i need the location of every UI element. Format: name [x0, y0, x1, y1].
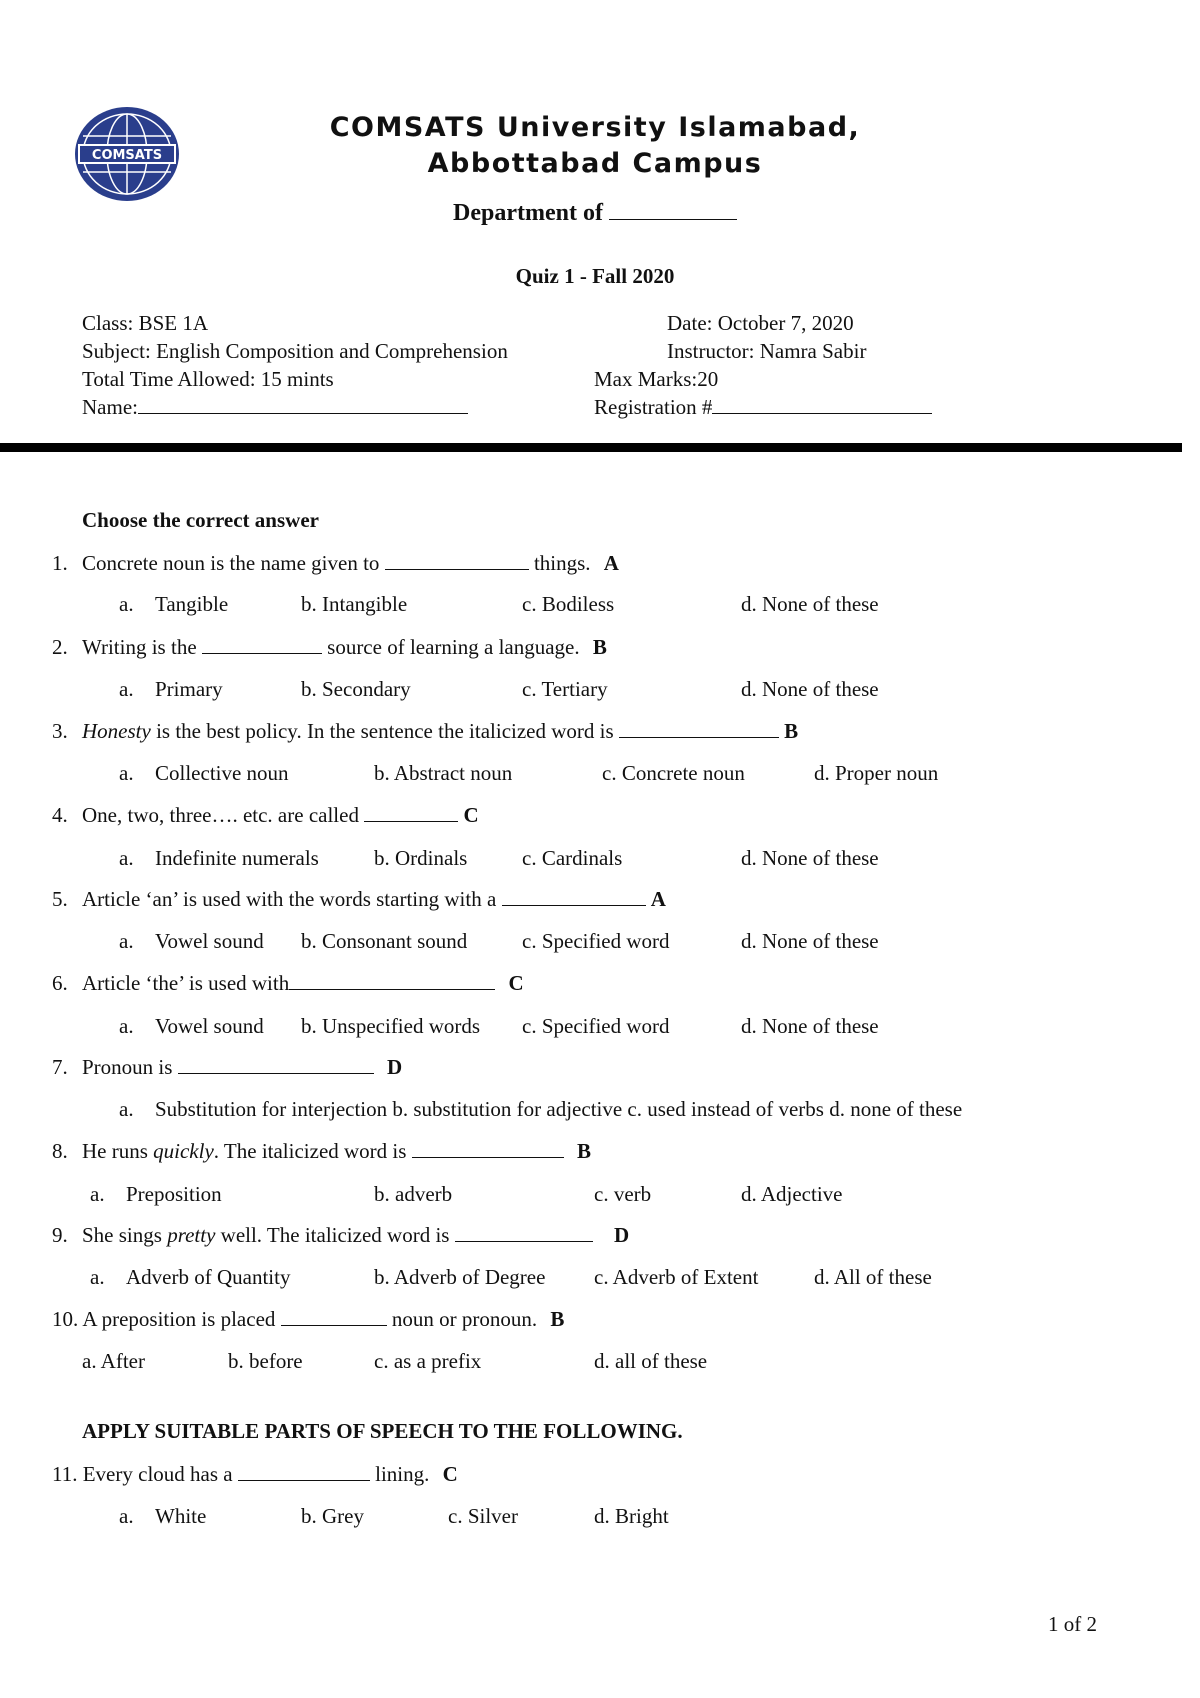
option-d: d. None of these: [741, 846, 879, 870]
answer-blank[interactable]: [502, 904, 646, 906]
option-a: Vowel sound: [155, 929, 264, 953]
option-letter: a.: [119, 761, 134, 785]
section-2-title: APPLY SUITABLE PARTS OF SPEECH TO THE FOLLOWING.: [82, 1419, 683, 1443]
header-divider: [0, 443, 1182, 452]
registration-blank[interactable]: [712, 412, 932, 414]
question-3: [52, 719, 799, 744]
question-1: [52, 551, 619, 576]
registration-field: [594, 395, 932, 420]
option-b: b. Consonant sound: [301, 929, 468, 953]
option-c: c. Specified word: [522, 1014, 670, 1038]
option-b: b. Adverb of Degree: [374, 1265, 546, 1289]
option-a: Collective noun: [155, 761, 289, 785]
answer-key: A: [603, 551, 619, 575]
option-a: Vowel sound: [155, 1014, 264, 1038]
option-c: c. Silver: [448, 1504, 518, 1528]
question-10: [52, 1307, 564, 1332]
option-a: Primary: [155, 677, 223, 701]
italic-word: Honesty: [82, 719, 151, 743]
option-letter: a.: [119, 592, 134, 616]
answer-key: C: [508, 971, 524, 995]
option-d: d. None of these: [741, 1014, 879, 1038]
question-text: A preposition is placed: [82, 1307, 276, 1331]
question-text: Writing is the: [82, 635, 197, 659]
question-text: Article ‘the’ is used with: [82, 971, 290, 995]
option-a: Preposition: [126, 1182, 222, 1206]
option-c: c. Cardinals: [522, 846, 623, 870]
option-d: d. Bright: [594, 1504, 669, 1528]
question-number: 5.: [52, 887, 68, 911]
option-a: Tangible: [155, 592, 229, 616]
question-5: [52, 887, 666, 912]
option-letter: a.: [119, 1014, 134, 1038]
university-line-2: Abbottabad Campus: [427, 148, 763, 179]
question-text: She sings: [82, 1223, 168, 1247]
question-number: 10.: [52, 1307, 79, 1331]
name-label: Name:: [82, 395, 138, 419]
question-number: 7.: [52, 1055, 68, 1079]
question-4: [52, 803, 479, 828]
answer-blank[interactable]: [385, 568, 529, 570]
option-d: d. All of these: [814, 1265, 932, 1289]
option-d: d. None of these: [741, 929, 879, 953]
answer-blank[interactable]: [455, 1240, 593, 1242]
answer-blank[interactable]: [619, 736, 779, 738]
option-b: b. adverb: [374, 1182, 453, 1206]
question-text: is the best policy. In the sentence the italicized word is: [150, 719, 614, 743]
option-d: d. None of these: [741, 592, 879, 616]
option-d: d. Proper noun: [814, 761, 939, 785]
question-number: 8.: [52, 1139, 68, 1163]
italic-word: pretty: [167, 1223, 216, 1247]
option-b: b. Secondary: [301, 677, 411, 701]
answer-key: A: [650, 887, 666, 911]
question-text: Pronoun is: [82, 1055, 173, 1079]
time-info: Total Time Allowed: 15 mints: [82, 367, 334, 391]
option-a: a. After: [82, 1349, 145, 1373]
question-number: 4.: [52, 803, 68, 827]
answer-key: D: [386, 1055, 403, 1079]
option-b: b. Intangible: [301, 592, 408, 616]
max-marks-info: Max Marks:20: [594, 367, 719, 391]
answer-key: B: [550, 1307, 565, 1331]
question-text: One, two, three…. etc. are called: [82, 803, 359, 827]
question-text-end: things.: [533, 551, 591, 575]
answer-key: C: [463, 803, 479, 827]
question-7: [52, 1055, 403, 1080]
question-6: [52, 971, 524, 996]
name-field: [82, 395, 468, 420]
option-c: c. Tertiary: [522, 677, 608, 701]
date-info: Date: October 7, 2020: [667, 311, 854, 335]
option-b: b. Abstract noun: [374, 761, 513, 785]
question-number: 3.: [52, 719, 68, 743]
option-letter: a.: [119, 677, 134, 701]
class-info: Class: BSE 1A: [82, 311, 209, 335]
option-b: b. before: [228, 1349, 303, 1373]
question-text: He runs: [82, 1139, 154, 1163]
option-letter: a.: [119, 846, 134, 870]
answer-blank[interactable]: [238, 1479, 370, 1481]
question-number: 1.: [52, 551, 68, 575]
answer-key: B: [592, 635, 607, 659]
department-label: Department of: [453, 200, 603, 226]
question-text-end: . The italicized word is: [213, 1139, 407, 1163]
answer-blank[interactable]: [364, 820, 458, 822]
quiz-title: Quiz 1 - Fall 2020: [515, 264, 675, 288]
question-number: 6.: [52, 971, 68, 995]
question-text: Article ‘an’ is used with the words starting with a: [82, 887, 497, 911]
question-text-end: lining.: [375, 1462, 430, 1486]
question-text-end: source of learning a language.: [327, 635, 580, 659]
option-a: Indefinite numerals: [155, 846, 319, 870]
answer-key: C: [442, 1462, 458, 1486]
question-text: Every cloud has a: [82, 1462, 233, 1486]
option-letter: a.: [90, 1265, 105, 1289]
option-c: c. Adverb of Extent: [594, 1265, 759, 1289]
question-2: [52, 635, 607, 660]
answer-blank[interactable]: [412, 1156, 564, 1158]
instructor-info: Instructor: Namra Sabir: [667, 339, 867, 363]
registration-label: Registration #: [594, 395, 713, 419]
option-b: b. Grey: [301, 1504, 364, 1528]
question-number: 2.: [52, 635, 68, 659]
page-number: 1 of 2: [1048, 1612, 1097, 1636]
option-c: c. Specified word: [522, 929, 670, 953]
option-c: c. Concrete noun: [602, 761, 745, 785]
question-text-end: well. The italicized word is: [215, 1223, 450, 1247]
options-combined: Substitution for interjection b. substitution for adjective c. used instead of verbs d. none of these: [155, 1097, 963, 1121]
question-11: [52, 1462, 458, 1487]
option-b: b. Ordinals: [374, 846, 468, 870]
option-a: Adverb of Quantity: [126, 1265, 291, 1289]
italic-word: quickly: [153, 1139, 214, 1163]
question-text: Concrete noun is the name given to: [82, 551, 380, 575]
answer-key: D: [613, 1223, 630, 1247]
department-blank[interactable]: [609, 218, 737, 220]
option-d: d. None of these: [741, 677, 879, 701]
option-c: c. Bodiless: [522, 592, 615, 616]
answer-blank[interactable]: [178, 1072, 374, 1074]
option-letter: a.: [119, 1097, 134, 1121]
comsats-logo: [74, 106, 180, 202]
option-c: c. verb: [594, 1182, 652, 1206]
answer-blank[interactable]: [281, 1324, 387, 1326]
option-letter: a.: [119, 929, 134, 953]
answer-key: B: [576, 1139, 591, 1163]
question-number: 11.: [52, 1462, 78, 1486]
option-letter: a.: [90, 1182, 105, 1206]
answer-key: B: [784, 719, 799, 743]
question-9: [52, 1223, 630, 1248]
option-d: d. all of these: [594, 1349, 708, 1373]
answer-blank[interactable]: [202, 652, 322, 654]
answer-blank[interactable]: [289, 988, 495, 990]
question-number: 9.: [52, 1223, 68, 1247]
section-title: Choose the correct answer: [82, 508, 319, 532]
university-name: [250, 110, 940, 182]
option-a: White: [155, 1504, 207, 1528]
subject-info: Subject: English Composition and Comprehension: [82, 339, 508, 363]
logo-text: COMSATS: [91, 148, 163, 163]
option-c: c. as a prefix: [374, 1349, 482, 1373]
question-8: [52, 1139, 591, 1164]
option-d: d. Adjective: [741, 1182, 843, 1206]
name-blank[interactable]: [138, 412, 468, 414]
department-line: [300, 200, 890, 227]
university-line-1: COMSATS University Islamabad,: [329, 112, 861, 143]
option-letter: a.: [119, 1504, 134, 1528]
question-text-end: noun or pronoun.: [391, 1307, 538, 1331]
option-b: b. Unspecified words: [301, 1014, 481, 1038]
